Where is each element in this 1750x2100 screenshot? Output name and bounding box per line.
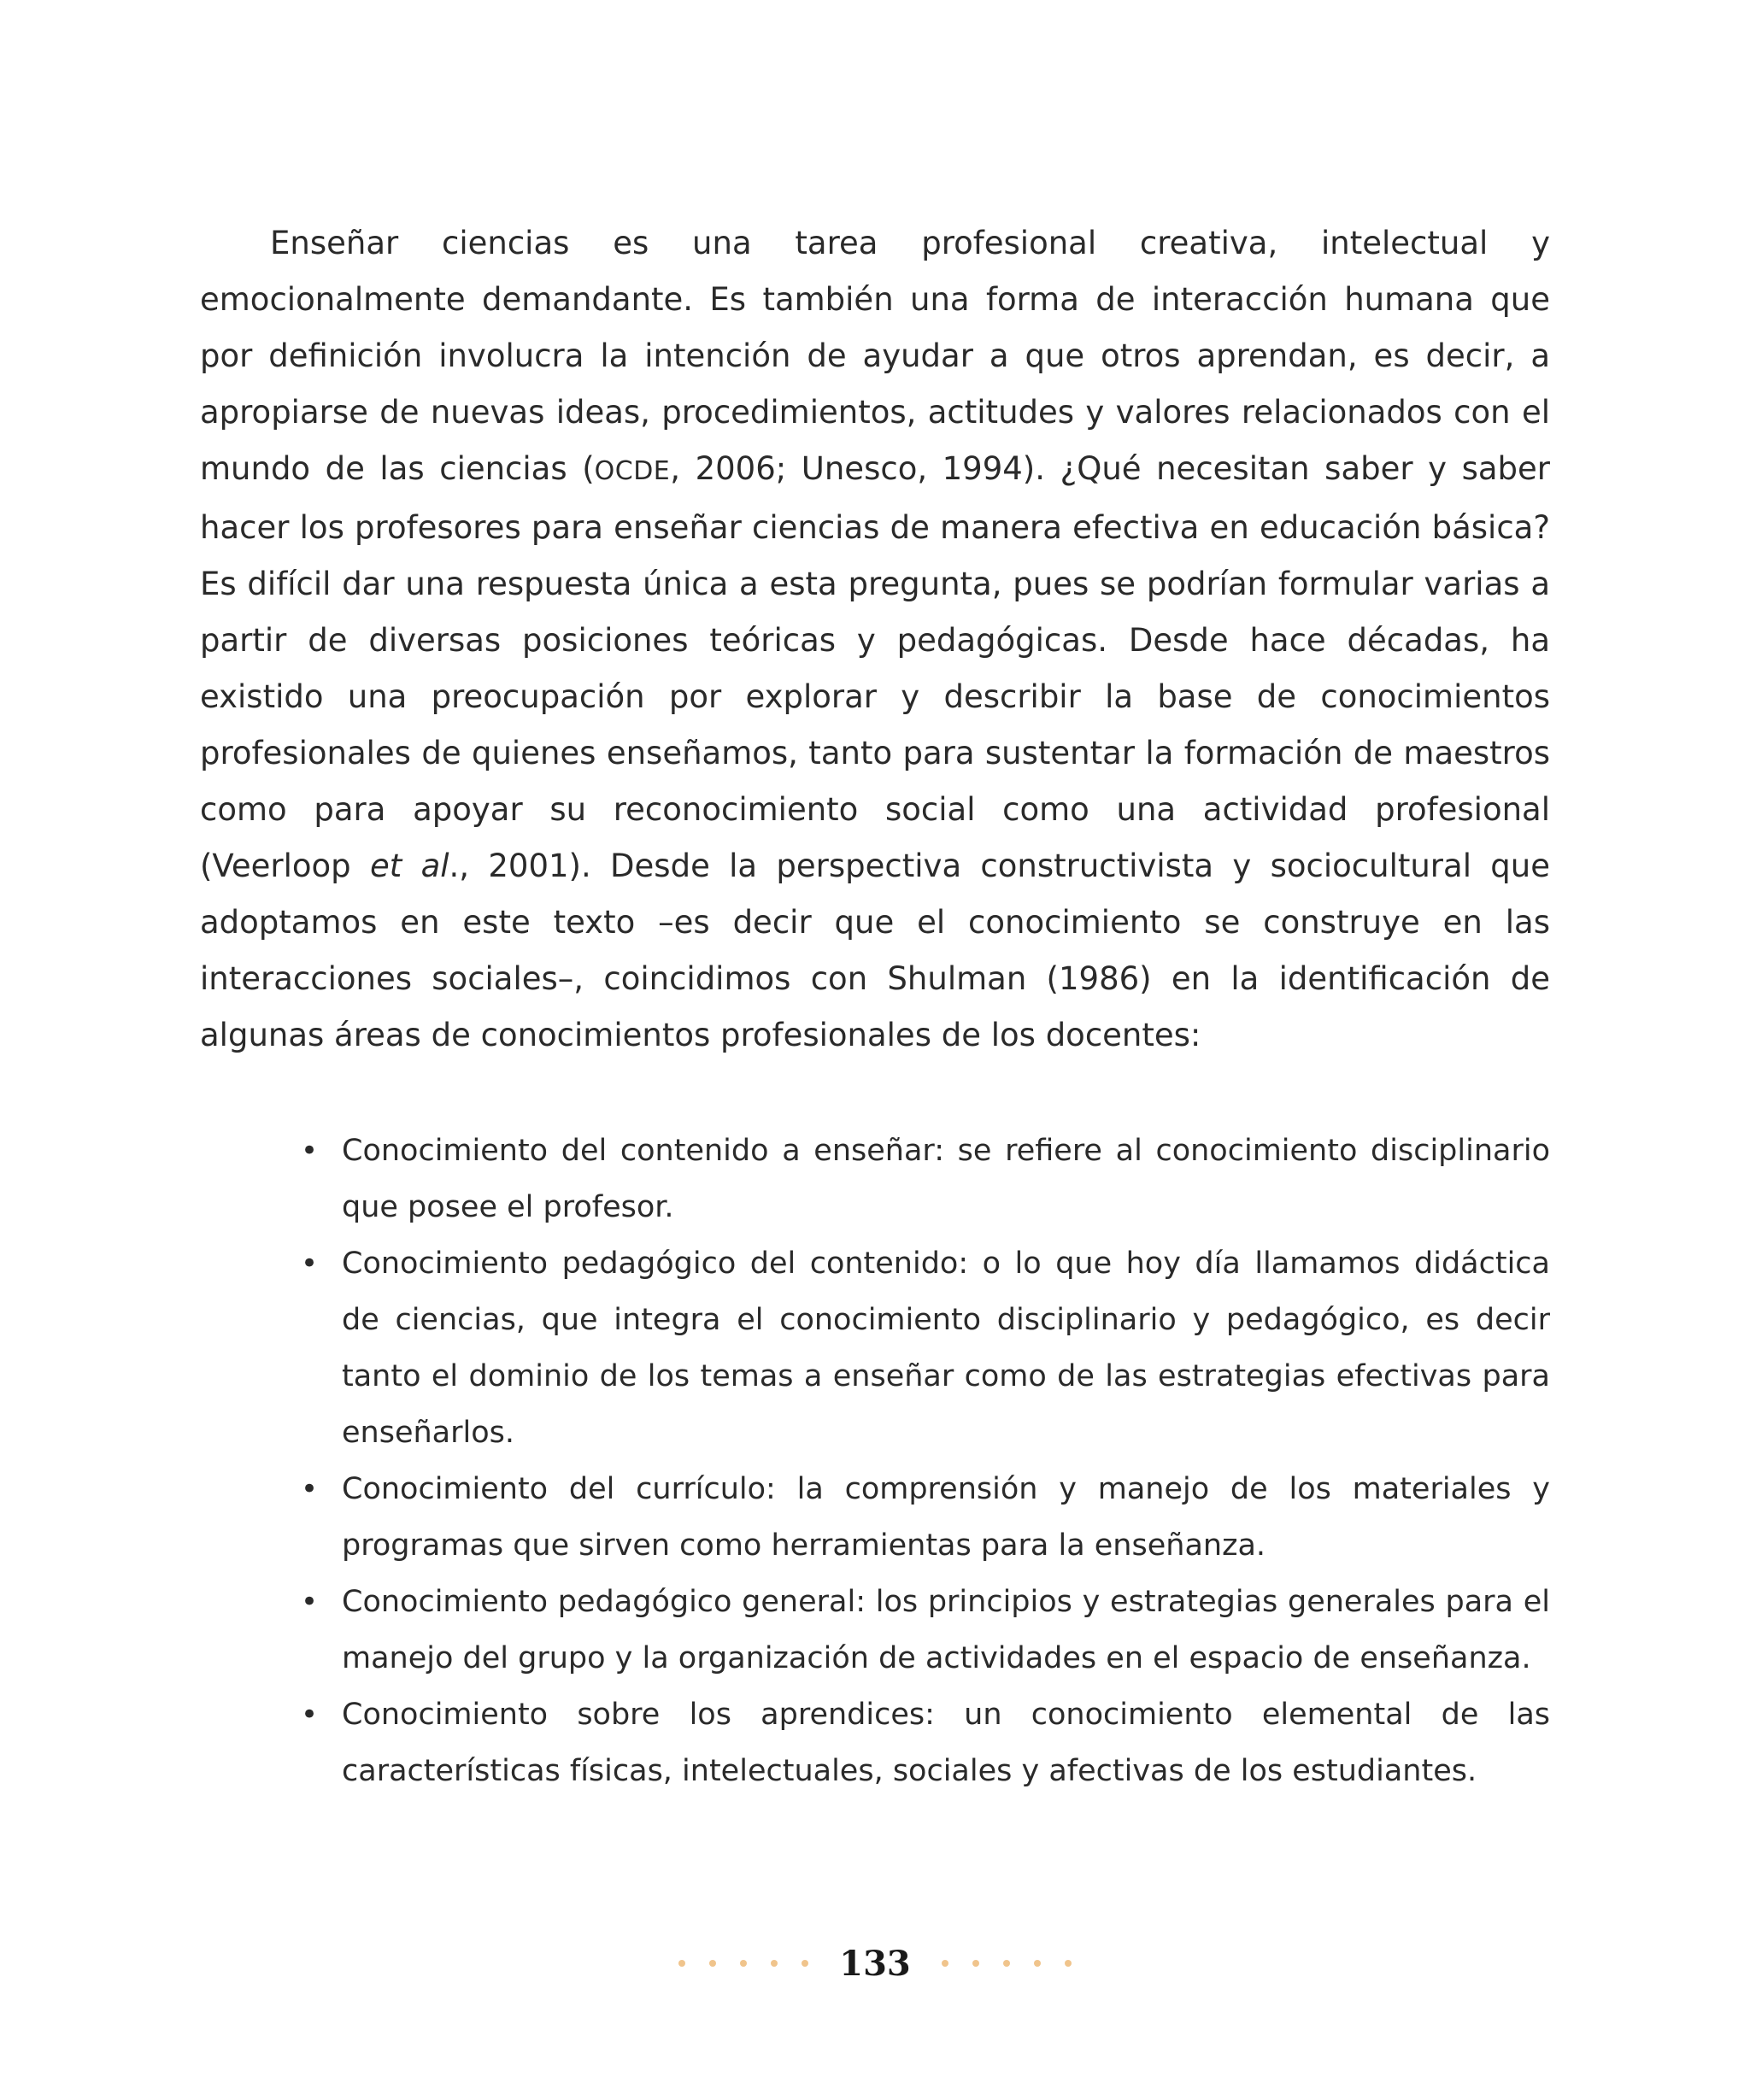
list-item <box>301 1574 1550 1686</box>
paragraph-text-1: Enseñar ciencias es una tarea profesional creativa, intelectual y emocionalmente demandante. Es también una forma de interacción humana que por definición involucra la intención de ayudar a que otros aprendan, es decir, a apropiarse de nuevas ideas, procedimientos, actitudes y valores relacionados con el mundo de las ciencias ( <box>200 225 1550 487</box>
dot-icon <box>1003 1960 1010 1967</box>
paragraph-text-2: , 2006; Unesco, 1994). ¿Qué necesitan saber y saber hacer los profesores para enseñar ciencias de manera efectiva en educación básica? Es difícil dar una respuesta única a esta pregunta, pues se podrían formular varias a partir de diversas posiciones teóricas y pedagógicas. Desde hace décadas, ha existido una preocupación por explorar y describir la base de conocimientos profesionales de quienes enseñamos, tanto para sustentar la formación de maestros como para apoyar su reconocimiento social como una actividad profesional (Veerloop <box>200 450 1551 884</box>
paragraph-text-3: ., 2001). Desde la perspectiva constructivista y sociocultural que adoptamos en este texto –es decir que el conocimiento se construye en las interacciones sociales–, coincidimos con Shulman (1986) en la identificación de algunas áreas de conocimientos profesionales de los docentes: <box>200 848 1550 1053</box>
bullet-icon: • <box>301 1247 319 1281</box>
list-item-text: Conocimiento pedagógico general: los principios y estrategias generales para el manejo del grupo y la organización de actividades en el espacio de enseñanza. <box>342 1585 1550 1675</box>
bullet-icon: • <box>301 1698 319 1732</box>
list-item-text: Conocimiento del currículo: la comprensión y manejo de los materiales y programas que sirven como herramientas para la enseñanza. <box>342 1472 1550 1563</box>
dot-icon <box>771 1960 778 1967</box>
bullet-icon: • <box>301 1472 319 1506</box>
bullet-icon: • <box>301 1585 319 1619</box>
list-item <box>301 1123 1550 1235</box>
page-footer <box>0 1938 1750 1989</box>
page-number: 133 <box>839 1943 911 1984</box>
list-item <box>301 1461 1550 1574</box>
dot-icon <box>678 1960 685 1967</box>
dot-icon <box>972 1960 979 1967</box>
abbreviation-ocde: OCDE <box>594 456 671 486</box>
list-item <box>301 1235 1550 1461</box>
list-item-text: Conocimiento pedagógico del contenido: o lo que hoy día llamamos didáctica de ciencias, que integra el conocimiento disciplinario y pedagógico, es decir tanto el dominio de los temas a enseñar como de las estrategias efectivas para enseñarlos. <box>342 1247 1550 1450</box>
body-paragraph <box>200 215 1550 1064</box>
dot-icon <box>709 1960 716 1967</box>
decorative-dots-right <box>942 1960 1072 1967</box>
dot-icon <box>1065 1960 1072 1967</box>
list-item-text: Conocimiento sobre los aprendices: un conocimiento elemental de las características físicas, intelectuales, sociales y afectivas de los estudiantes. <box>342 1698 1550 1788</box>
dot-icon <box>740 1960 747 1967</box>
decorative-dots-left <box>678 1960 808 1967</box>
list-item-text: Conocimiento del contenido a enseñar: se refiere al conocimiento disciplinario que posee el profesor. <box>342 1134 1550 1224</box>
dot-icon <box>802 1960 808 1967</box>
dot-icon <box>942 1960 948 1967</box>
citation-et-al: et al <box>369 848 449 884</box>
bullet-icon: • <box>301 1134 319 1168</box>
knowledge-areas-list <box>301 1123 1550 1799</box>
list-item <box>301 1686 1550 1799</box>
dot-icon <box>1034 1960 1041 1967</box>
